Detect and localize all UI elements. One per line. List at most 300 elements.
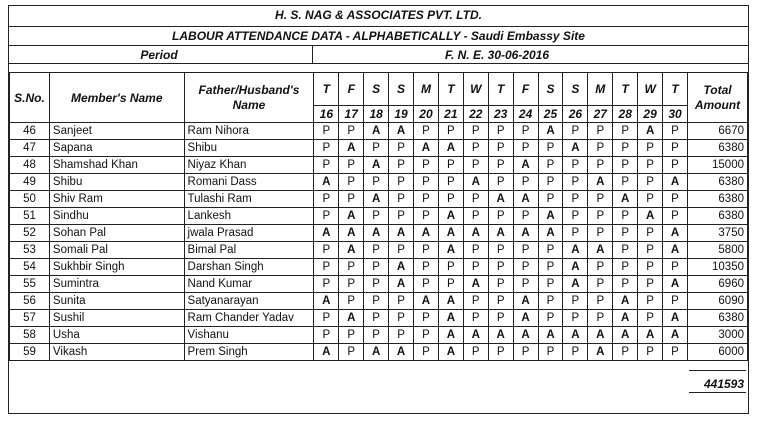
attendance-cell: P: [389, 140, 414, 157]
attendance-cell: P: [513, 174, 538, 191]
attendance-cell: P: [588, 140, 613, 157]
attendance-cell: P: [314, 259, 339, 276]
attendance-cell: P: [588, 208, 613, 225]
grand-total: 441593: [703, 377, 744, 391]
attendance-cell: A: [638, 327, 663, 344]
header-day-number: 20: [414, 106, 439, 123]
attendance-cell: P: [463, 140, 488, 157]
row-father-name: Vishanu: [184, 327, 314, 344]
row-amount: 6380: [687, 174, 747, 191]
attendance-cell: P: [638, 293, 663, 310]
attendance-cell: A: [663, 327, 688, 344]
row-sno: 52: [10, 225, 50, 242]
attendance-cell: P: [638, 225, 663, 242]
attendance-cell: A: [414, 140, 439, 157]
company-name: H. S. NAG & ASSOCIATES PVT. LTD.: [275, 8, 482, 22]
attendance-cell: A: [463, 174, 488, 191]
attendance-cell: A: [513, 327, 538, 344]
attendance-cell: A: [438, 208, 463, 225]
attendance-cell: P: [638, 259, 663, 276]
attendance-cell: A: [364, 344, 389, 361]
attendance-cell: P: [314, 327, 339, 344]
row-member-name: Sushil: [49, 310, 184, 327]
attendance-cell: P: [538, 259, 563, 276]
attendance-cell: P: [339, 174, 364, 191]
row-member-name: Sapana: [49, 140, 184, 157]
attendance-cell: P: [414, 310, 439, 327]
header-day-number: 29: [638, 106, 663, 123]
row-father-name: Darshan Singh: [184, 259, 314, 276]
row-sno: 59: [10, 344, 50, 361]
attendance-cell: P: [538, 276, 563, 293]
attendance-cell: P: [563, 191, 588, 208]
table-row: [10, 123, 748, 140]
attendance-cell: A: [339, 310, 364, 327]
attendance-cell: P: [463, 157, 488, 174]
attendance-cell: P: [663, 191, 688, 208]
attendance-cell: P: [538, 242, 563, 259]
header-day-number: 16: [314, 106, 339, 123]
attendance-cell: P: [663, 123, 688, 140]
attendance-cell: P: [663, 140, 688, 157]
row-sno: 56: [10, 293, 50, 310]
header-day-letter: S: [389, 73, 414, 106]
period-label: Period: [140, 48, 178, 62]
header-day-letter: S: [364, 73, 389, 106]
header-day-number: 21: [438, 106, 463, 123]
attendance-cell: P: [488, 259, 513, 276]
header-day-number: 24: [513, 106, 538, 123]
attendance-cell: P: [563, 123, 588, 140]
header-day-number: 26: [563, 106, 588, 123]
attendance-cell: P: [364, 140, 389, 157]
attendance-cell: A: [463, 225, 488, 242]
table-row: [10, 310, 748, 327]
attendance-cell: P: [563, 208, 588, 225]
header-day-number: 17: [339, 106, 364, 123]
attendance-cell: P: [314, 191, 339, 208]
attendance-cell: A: [438, 225, 463, 242]
attendance-cell: P: [389, 174, 414, 191]
row-father-name: Romani Dass: [184, 174, 314, 191]
attendance-cell: P: [613, 140, 638, 157]
attendance-cell: P: [314, 123, 339, 140]
row-sno: 50: [10, 191, 50, 208]
row-member-name: Sanjeet: [49, 123, 184, 140]
row-amount: 6380: [687, 208, 747, 225]
attendance-cell: A: [588, 174, 613, 191]
row-amount: 3000: [687, 327, 747, 344]
attendance-cell: A: [488, 191, 513, 208]
row-sno: 49: [10, 174, 50, 191]
attendance-cell: P: [513, 276, 538, 293]
attendance-cell: P: [364, 242, 389, 259]
attendance-cell: P: [488, 344, 513, 361]
row-member-name: Sindhu: [49, 208, 184, 225]
attendance-cell: A: [438, 327, 463, 344]
header-day-letter: F: [513, 73, 538, 106]
attendance-cell: P: [613, 174, 638, 191]
attendance-cell: P: [339, 191, 364, 208]
header-day-number: 18: [364, 106, 389, 123]
table-row: [10, 174, 748, 191]
attendance-cell: P: [438, 123, 463, 140]
attendance-cell: P: [414, 327, 439, 344]
attendance-cell: P: [663, 293, 688, 310]
attendance-cell: A: [488, 327, 513, 344]
attendance-cell: P: [414, 191, 439, 208]
attendance-cell: P: [339, 344, 364, 361]
attendance-cell: P: [638, 344, 663, 361]
row-father-name: Satyanarayan: [184, 293, 314, 310]
attendance-cell: A: [463, 327, 488, 344]
attendance-cell: P: [488, 140, 513, 157]
header-day-letter: T: [438, 73, 463, 106]
attendance-cell: P: [638, 310, 663, 327]
attendance-cell: P: [538, 157, 563, 174]
row-father-name: Ram Nihora: [184, 123, 314, 140]
attendance-cell: P: [438, 174, 463, 191]
attendance-cell: P: [463, 242, 488, 259]
row-sno: 54: [10, 259, 50, 276]
attendance-cell: P: [389, 242, 414, 259]
row-amount: 3750: [687, 225, 747, 242]
attendance-cell: P: [414, 276, 439, 293]
attendance-cell: A: [538, 225, 563, 242]
attendance-cell: P: [513, 344, 538, 361]
row-sno: 57: [10, 310, 50, 327]
row-father-name: Ram Chander Yadav: [184, 310, 314, 327]
attendance-cell: P: [389, 191, 414, 208]
attendance-cell: P: [613, 242, 638, 259]
attendance-cell: P: [414, 208, 439, 225]
attendance-cell: P: [314, 157, 339, 174]
attendance-cell: P: [314, 242, 339, 259]
header-day-number: 23: [488, 106, 513, 123]
attendance-cell: P: [414, 157, 439, 174]
attendance-cell: P: [364, 208, 389, 225]
table-row: [10, 276, 748, 293]
attendance-cell: A: [513, 157, 538, 174]
header-day-letter: M: [588, 73, 613, 106]
attendance-cell: A: [663, 225, 688, 242]
header-day-letter: M: [414, 73, 439, 106]
attendance-cell: A: [563, 276, 588, 293]
attendance-cell: P: [513, 259, 538, 276]
header-day-letter: F: [339, 73, 364, 106]
attendance-cell: P: [339, 293, 364, 310]
attendance-cell: A: [613, 327, 638, 344]
attendance-table: [9, 72, 748, 361]
attendance-cell: P: [488, 310, 513, 327]
row-amount: 6380: [687, 310, 747, 327]
attendance-cell: P: [438, 276, 463, 293]
attendance-cell: P: [638, 242, 663, 259]
row-father-name: Prem Singh: [184, 344, 314, 361]
attendance-cell: P: [314, 208, 339, 225]
sheet-subtitle: LABOUR ATTENDANCE DATA - ALPHABETICALLY - Saudi Embassy Site: [172, 29, 585, 43]
attendance-cell: P: [463, 191, 488, 208]
attendance-cell: A: [663, 242, 688, 259]
attendance-cell: A: [438, 310, 463, 327]
row-father-name: Lankesh: [184, 208, 314, 225]
row-amount: 6000: [687, 344, 747, 361]
attendance-cell: P: [389, 327, 414, 344]
attendance-cell: P: [364, 259, 389, 276]
attendance-cell: P: [613, 157, 638, 174]
header-day-number: 25: [538, 106, 563, 123]
row-amount: 6380: [687, 140, 747, 157]
attendance-cell: P: [488, 293, 513, 310]
attendance-cell: P: [513, 208, 538, 225]
attendance-cell: A: [314, 174, 339, 191]
table-row: [10, 157, 748, 174]
row-amount: 6670: [687, 123, 747, 140]
attendance-cell: A: [314, 293, 339, 310]
attendance-cell: A: [389, 344, 414, 361]
attendance-cell: P: [314, 310, 339, 327]
attendance-cell: P: [364, 327, 389, 344]
header-day-number: 28: [613, 106, 638, 123]
attendance-cell: P: [613, 208, 638, 225]
attendance-cell: A: [389, 276, 414, 293]
attendance-cell: A: [588, 344, 613, 361]
attendance-cell: P: [364, 276, 389, 293]
attendance-cell: A: [364, 191, 389, 208]
attendance-cell: P: [613, 259, 638, 276]
row-member-name: Vikash: [49, 344, 184, 361]
attendance-cell: A: [538, 208, 563, 225]
attendance-cell: A: [663, 276, 688, 293]
attendance-cell: P: [414, 174, 439, 191]
attendance-cell: P: [663, 157, 688, 174]
attendance-cell: A: [463, 276, 488, 293]
header-day-letter: S: [538, 73, 563, 106]
attendance-cell: A: [438, 140, 463, 157]
attendance-cell: P: [339, 157, 364, 174]
attendance-cell: A: [339, 140, 364, 157]
attendance-cell: P: [339, 276, 364, 293]
attendance-cell: A: [438, 242, 463, 259]
attendance-cell: P: [463, 208, 488, 225]
attendance-cell: A: [588, 242, 613, 259]
attendance-cell: P: [613, 123, 638, 140]
header-sno: S.No.: [10, 73, 50, 123]
attendance-cell: A: [513, 191, 538, 208]
attendance-cell: P: [364, 293, 389, 310]
attendance-cell: A: [563, 327, 588, 344]
attendance-cell: P: [663, 259, 688, 276]
attendance-cell: P: [538, 174, 563, 191]
attendance-cell: A: [513, 293, 538, 310]
attendance-cell: A: [314, 344, 339, 361]
attendance-cell: P: [463, 259, 488, 276]
attendance-cell: P: [538, 140, 563, 157]
row-amount: 5800: [687, 242, 747, 259]
attendance-cell: P: [463, 344, 488, 361]
attendance-cell: P: [638, 140, 663, 157]
attendance-cell: A: [339, 225, 364, 242]
attendance-cell: P: [588, 157, 613, 174]
attendance-cell: A: [663, 174, 688, 191]
attendance-cell: P: [389, 157, 414, 174]
attendance-cell: A: [438, 293, 463, 310]
attendance-cell: P: [488, 157, 513, 174]
attendance-cell: A: [364, 157, 389, 174]
attendance-cell: P: [563, 344, 588, 361]
attendance-cell: P: [488, 276, 513, 293]
row-sno: 53: [10, 242, 50, 259]
row-father-name: Bimal Pal: [184, 242, 314, 259]
attendance-cell: A: [513, 310, 538, 327]
attendance-cell: P: [488, 174, 513, 191]
attendance-cell: P: [389, 208, 414, 225]
attendance-cell: A: [414, 293, 439, 310]
attendance-cell: P: [414, 259, 439, 276]
attendance-cell: P: [563, 157, 588, 174]
attendance-cell: P: [588, 259, 613, 276]
row-sno: 51: [10, 208, 50, 225]
attendance-cell: P: [438, 259, 463, 276]
row-father-name: Shibu: [184, 140, 314, 157]
attendance-cell: P: [414, 344, 439, 361]
header-day-letter: T: [488, 73, 513, 106]
attendance-cell: A: [438, 344, 463, 361]
row-amount: 6960: [687, 276, 747, 293]
header-total-amount: Total Amount: [687, 73, 747, 123]
attendance-cell: P: [314, 140, 339, 157]
attendance-cell: A: [389, 123, 414, 140]
attendance-cell: P: [339, 327, 364, 344]
attendance-cell: P: [638, 191, 663, 208]
attendance-cell: A: [339, 242, 364, 259]
header-father-name: Father/Husband's Name: [184, 73, 314, 123]
header-day-number: 30: [663, 106, 688, 123]
attendance-cell: A: [638, 208, 663, 225]
attendance-cell: P: [663, 344, 688, 361]
attendance-cell: P: [389, 293, 414, 310]
attendance-cell: P: [588, 276, 613, 293]
attendance-cell: P: [563, 293, 588, 310]
attendance-cell: P: [488, 123, 513, 140]
attendance-cell: P: [613, 344, 638, 361]
row-amount: 15000: [687, 157, 747, 174]
header-day-letter: T: [663, 73, 688, 106]
row-member-name: Shamshad Khan: [49, 157, 184, 174]
attendance-cell: P: [563, 310, 588, 327]
attendance-cell: A: [364, 225, 389, 242]
table-row: [10, 225, 748, 242]
attendance-cell: P: [613, 225, 638, 242]
attendance-cell: P: [638, 174, 663, 191]
attendance-cell: A: [513, 225, 538, 242]
table-row: [10, 259, 748, 276]
attendance-cell: A: [538, 123, 563, 140]
attendance-cell: P: [488, 242, 513, 259]
table-row: [10, 191, 748, 208]
attendance-cell: P: [613, 276, 638, 293]
row-member-name: Sunita: [49, 293, 184, 310]
header-day-letter: W: [638, 73, 663, 106]
row-sno: 55: [10, 276, 50, 293]
attendance-cell: P: [488, 208, 513, 225]
attendance-cell: P: [463, 293, 488, 310]
attendance-cell: A: [638, 123, 663, 140]
attendance-cell: P: [513, 140, 538, 157]
row-amount: 10350: [687, 259, 747, 276]
row-member-name: Shiv Ram: [49, 191, 184, 208]
table-row: [10, 293, 748, 310]
row-member-name: Somali Pal: [49, 242, 184, 259]
header-day-letter: T: [314, 73, 339, 106]
attendance-cell: A: [389, 225, 414, 242]
attendance-cell: P: [588, 293, 613, 310]
table-row: [10, 327, 748, 344]
attendance-cell: A: [488, 225, 513, 242]
table-row: [10, 344, 748, 361]
row-father-name: Niyaz Khan: [184, 157, 314, 174]
header-member-name: Member's Name: [49, 73, 184, 123]
attendance-cell: P: [414, 242, 439, 259]
attendance-cell: P: [663, 208, 688, 225]
attendance-cell: P: [588, 310, 613, 327]
header-day-number: 22: [463, 106, 488, 123]
attendance-cell: P: [638, 276, 663, 293]
row-sno: 46: [10, 123, 50, 140]
row-member-name: Shibu: [49, 174, 184, 191]
attendance-cell: P: [563, 225, 588, 242]
attendance-sheet: [8, 5, 749, 414]
header-day-letter: W: [463, 73, 488, 106]
attendance-cell: A: [538, 327, 563, 344]
attendance-cell: A: [563, 242, 588, 259]
row-amount: 6090: [687, 293, 747, 310]
attendance-cell: A: [414, 225, 439, 242]
attendance-cell: A: [563, 259, 588, 276]
attendance-cell: A: [314, 225, 339, 242]
attendance-cell: A: [613, 191, 638, 208]
row-sno: 47: [10, 140, 50, 157]
attendance-cell: A: [588, 327, 613, 344]
row-member-name: Sukhbir Singh: [49, 259, 184, 276]
attendance-cell: P: [588, 225, 613, 242]
attendance-cell: A: [663, 310, 688, 327]
attendance-cell: P: [463, 310, 488, 327]
row-member-name: Sumintra: [49, 276, 184, 293]
attendance-cell: P: [588, 123, 613, 140]
header-day-number: 27: [588, 106, 613, 123]
attendance-cell: A: [613, 293, 638, 310]
row-sno: 58: [10, 327, 50, 344]
attendance-cell: P: [538, 344, 563, 361]
fne-date: F. N. E. 30-06-2016: [444, 48, 550, 62]
attendance-cell: P: [314, 276, 339, 293]
row-sno: 48: [10, 157, 50, 174]
attendance-cell: P: [463, 123, 488, 140]
attendance-cell: P: [538, 310, 563, 327]
row-father-name: jwala Prasad: [184, 225, 314, 242]
attendance-cell: P: [513, 242, 538, 259]
header-day-letter: S: [563, 73, 588, 106]
table-row: [10, 242, 748, 259]
row-amount: 6380: [687, 191, 747, 208]
row-member-name: Sohan Pal: [49, 225, 184, 242]
header-day-number: 19: [389, 106, 414, 123]
attendance-cell: A: [364, 123, 389, 140]
attendance-cell: P: [438, 191, 463, 208]
attendance-cell: P: [538, 293, 563, 310]
attendance-cell: A: [613, 310, 638, 327]
